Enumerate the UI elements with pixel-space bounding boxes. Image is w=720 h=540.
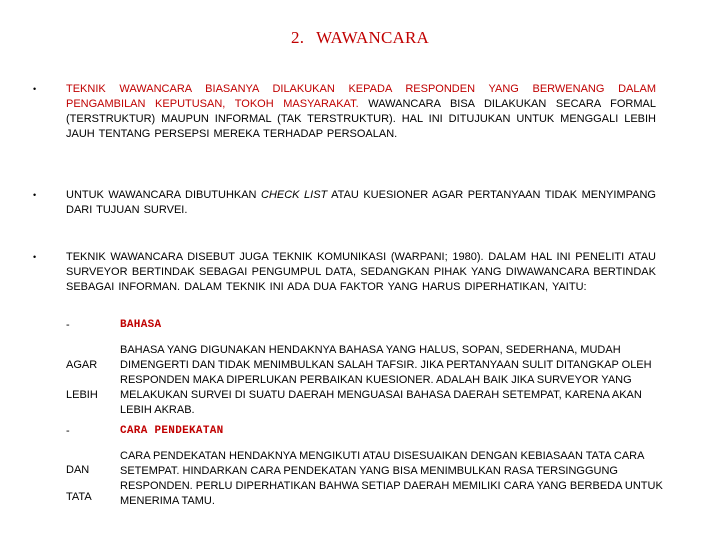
bullet-1-text: WAWANCARA BISA DILAKUKAN SECARA FORMAL (TERSTRUKTUR) MAUPUN INFORMAL (TAK TERSTRUKTUR). HAL INI DITUJUKAN UNTUK MENGGALI LEBIH JAUH TENTANG PERSEPSI MEREKA TERHADAP PERSOALAN.	[66, 98, 656, 140]
bullet-marker-2: •	[33, 190, 37, 200]
factor-2-dash: -	[66, 425, 70, 437]
factor-2-text: CARA PENDEKATAN HENDAKNYA MENGIKUTI ATAU DISESUAIKAN DENGAN KEBIASAAN TATA CARA SETEMPAT. HINDARKAN CARA PENDEKATAN YANG BISA MENIMBULKAN RASA TERSINGGUNG RESPONDEN. PERLU DIPERHATIKAN BAHWA SETIAP DAERAH MEMILIKI CARA YANG BERBEDA UNTUK MENERIMA TAMU.	[120, 450, 663, 507]
factor-1-dash: -	[66, 319, 70, 331]
factor-1-side-word-1: AGAR	[66, 359, 98, 371]
bullet-1-highlight: TEKNIK WAWANCARA BIASANYA DILAKUKAN KEPADA RESPONDEN YANG BERWENANG DALAM PENGAMBILAN KEPUTUSAN, TOKOH MASYARAKAT.	[66, 83, 656, 110]
bullet-2-text-after: ATAU KUESIONER AGAR PERTANYAAN TIDAK MENYIMPANG DARI TUJUAN SURVEI.	[66, 189, 656, 216]
factor-1-text: BAHASA YANG DIGUNAKAN HENDAKNYA BAHASA YANG HALUS, SOPAN, SEDERHANA, MUDAH DIMENGERTI DAN TIDAK MENIMBULKAN SALAH TAFSIR. JIKA PERTANYAAN SULIT DITANGKAP OLEH RESPONDEN MAKA DIPERLUKAN PERBAIKAN KUESIONER. ADALAH BAIK JIKA SURVEYOR YANG MELAKUKAN SURVEI DI SUATU DAERAH MENGUASAI BAHASA DAERAH SETEMPAT, KARENA AKAN LEBIH AKRAB.	[120, 344, 652, 416]
title-text: WAWANCARA	[316, 28, 429, 47]
slide-title	[0, 28, 720, 48]
bullet-marker-3: •	[33, 252, 37, 262]
bullet-2-italic: CHECK LIST	[261, 189, 328, 201]
bullet-marker-1: •	[33, 84, 37, 94]
bullet-paragraph-3: TEKNIK WAWANCARA DISEBUT JUGA TEKNIK KOMUNIKASI (WARPANI; 1980). DALAM HAL INI PENELITI ATAU SURVEYOR BERTINDAK SEBAGAI PENGUMPUL DATA, SEDANGKAN PIHAK YANG DIWAWANCARA BERTINDAK SEBAGAI INFORMAN. DALAM TEKNIK INI ADA DUA FAKTOR YANG HARUS DIPERHATIKAN, YAITU:	[66, 251, 656, 293]
bullet-paragraph-2	[66, 188, 656, 218]
factor-2-heading: CARA PENDEKATAN	[120, 425, 224, 437]
factor-1-heading: BAHASA	[120, 319, 162, 331]
bullet-2-text-before: UNTUK WAWANCARA DIBUTUHKAN	[66, 189, 262, 201]
bullet-paragraph-1	[66, 82, 656, 142]
factor-2-side-word-1: DAN	[66, 464, 90, 476]
title-number: 2.	[291, 28, 305, 47]
factor-2-side-word-2: TATA	[66, 491, 92, 503]
factor-1-side-word-2: LEBIH	[66, 389, 98, 401]
